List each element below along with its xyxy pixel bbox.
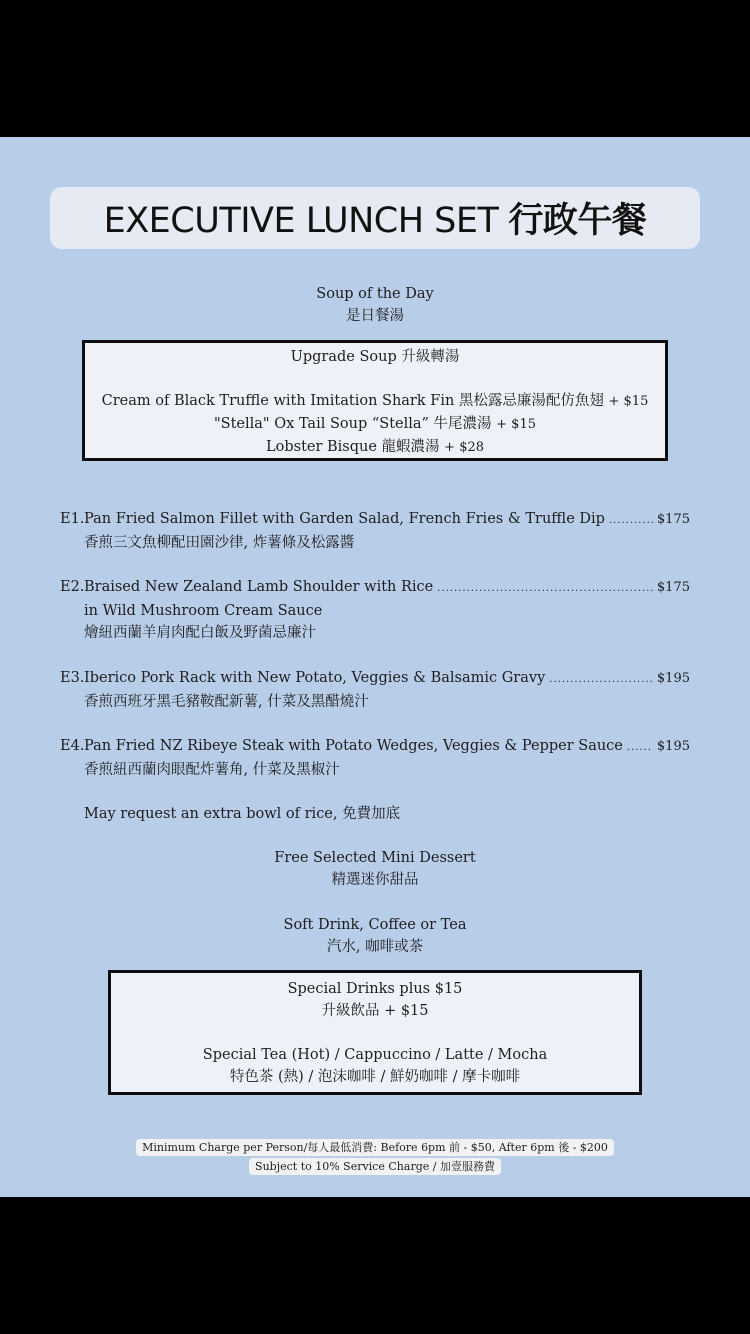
item-code: E1.	[60, 511, 85, 527]
menu-item-e2	[60, 576, 690, 644]
leader-dots	[549, 669, 653, 691]
item-price: $175	[656, 580, 690, 595]
upgrade-soup-option: Cream of Black Truffle with Imitation Shark Fin 黑松露忌廉湯配仿魚翅 + $15	[101, 393, 649, 409]
special-drinks-list-en: Special Tea (Hot) / Cappuccino / Latte / Mocha	[202, 1047, 548, 1063]
dessert	[0, 847, 750, 891]
title-cjk: 行政午餐	[508, 201, 647, 241]
title-latin: EXECUTIVE LUNCH SET	[103, 201, 499, 241]
item-price: $195	[656, 671, 690, 686]
menu-item-e1	[60, 508, 690, 554]
dessert-zh: 精選迷你甜品	[331, 872, 419, 888]
item-name-zh: 香煎西班牙黑毛豬鞍配新薯, 什菜及黑醋燒汁	[84, 694, 369, 710]
item-name-zh: 燴紐西蘭羊肩肉配白飯及野菌忌廉汁	[84, 625, 316, 641]
page-title	[104, 193, 647, 243]
item-name: Pan Fried NZ Ribeye Steak with Potato Wedges, Veggies & Pepper Sauce	[84, 738, 623, 754]
upgrade-soup-title: Upgrade Soup 升級轉湯	[290, 349, 460, 365]
footer	[0, 1139, 750, 1175]
leader-dots	[437, 578, 653, 600]
service-charge-note: Subject to 10% Service Charge / 加壹服務費	[249, 1158, 501, 1175]
drink-en: Soft Drink, Coffee or Tea	[283, 917, 467, 933]
upgrade-soup-box	[82, 340, 668, 461]
leader-dots	[627, 737, 653, 759]
item-name-zh: 香煎三文魚柳配田園沙律, 炸薯條及松露醬	[84, 535, 355, 551]
menu-page	[0, 137, 750, 1197]
item-price: $175	[656, 512, 690, 527]
soup-of-the-day	[0, 283, 750, 327]
item-code: E3.	[60, 670, 85, 686]
item-name: Pan Fried Salmon Fillet with Garden Salad, French Fries & Truffle Dip	[84, 511, 605, 527]
soup-name-en: Soup of the Day	[316, 286, 434, 302]
menu-item-e3	[60, 667, 690, 713]
upgrade-soup-option: Lobster Bisque 龍蝦濃湯 + $28	[265, 439, 485, 455]
menu-item-e4	[60, 735, 690, 781]
rice-note: May request an extra bowl of rice, 免費加底	[84, 806, 401, 822]
item-code: E2.	[60, 579, 85, 595]
item-name-zh: 香煎紐西蘭肉眼配炸薯角, 什菜及黑椒汁	[84, 762, 340, 778]
item-name-cont: in Wild Mushroom Cream Sauce	[84, 603, 323, 619]
item-name: Braised New Zealand Lamb Shoulder with Rice	[84, 579, 434, 595]
special-drinks-title-en: Special Drinks plus $15	[287, 981, 463, 997]
drink	[0, 914, 750, 958]
upgrade-soup-option: "Stella" Ox Tail Soup “Stella” 牛尾濃湯 + $15	[214, 416, 536, 432]
special-drinks-title-zh: 升級飲品 + $15	[321, 1003, 429, 1019]
item-name: Iberico Pork Rack with New Potato, Veggies & Balsamic Gravy	[84, 670, 546, 686]
dessert-en: Free Selected Mini Dessert	[274, 850, 476, 866]
special-drinks-list-zh: 特色茶 (熱) / 泡沫咖啡 / 鮮奶咖啡 / 摩卡咖啡	[229, 1069, 521, 1085]
drink-zh: 汽水, 咖啡或茶	[326, 939, 424, 955]
soup-name-zh: 是日餐湯	[346, 308, 404, 324]
item-code: E4.	[60, 738, 85, 754]
minimum-charge-note: Minimum Charge per Person/每人最低消費: Before 6pm 前 - $50, After 6pm 後 - $200	[136, 1139, 614, 1156]
item-price: $195	[656, 739, 690, 754]
leader-dots	[609, 510, 653, 532]
special-drinks-box	[108, 970, 642, 1095]
title-banner	[50, 187, 700, 249]
